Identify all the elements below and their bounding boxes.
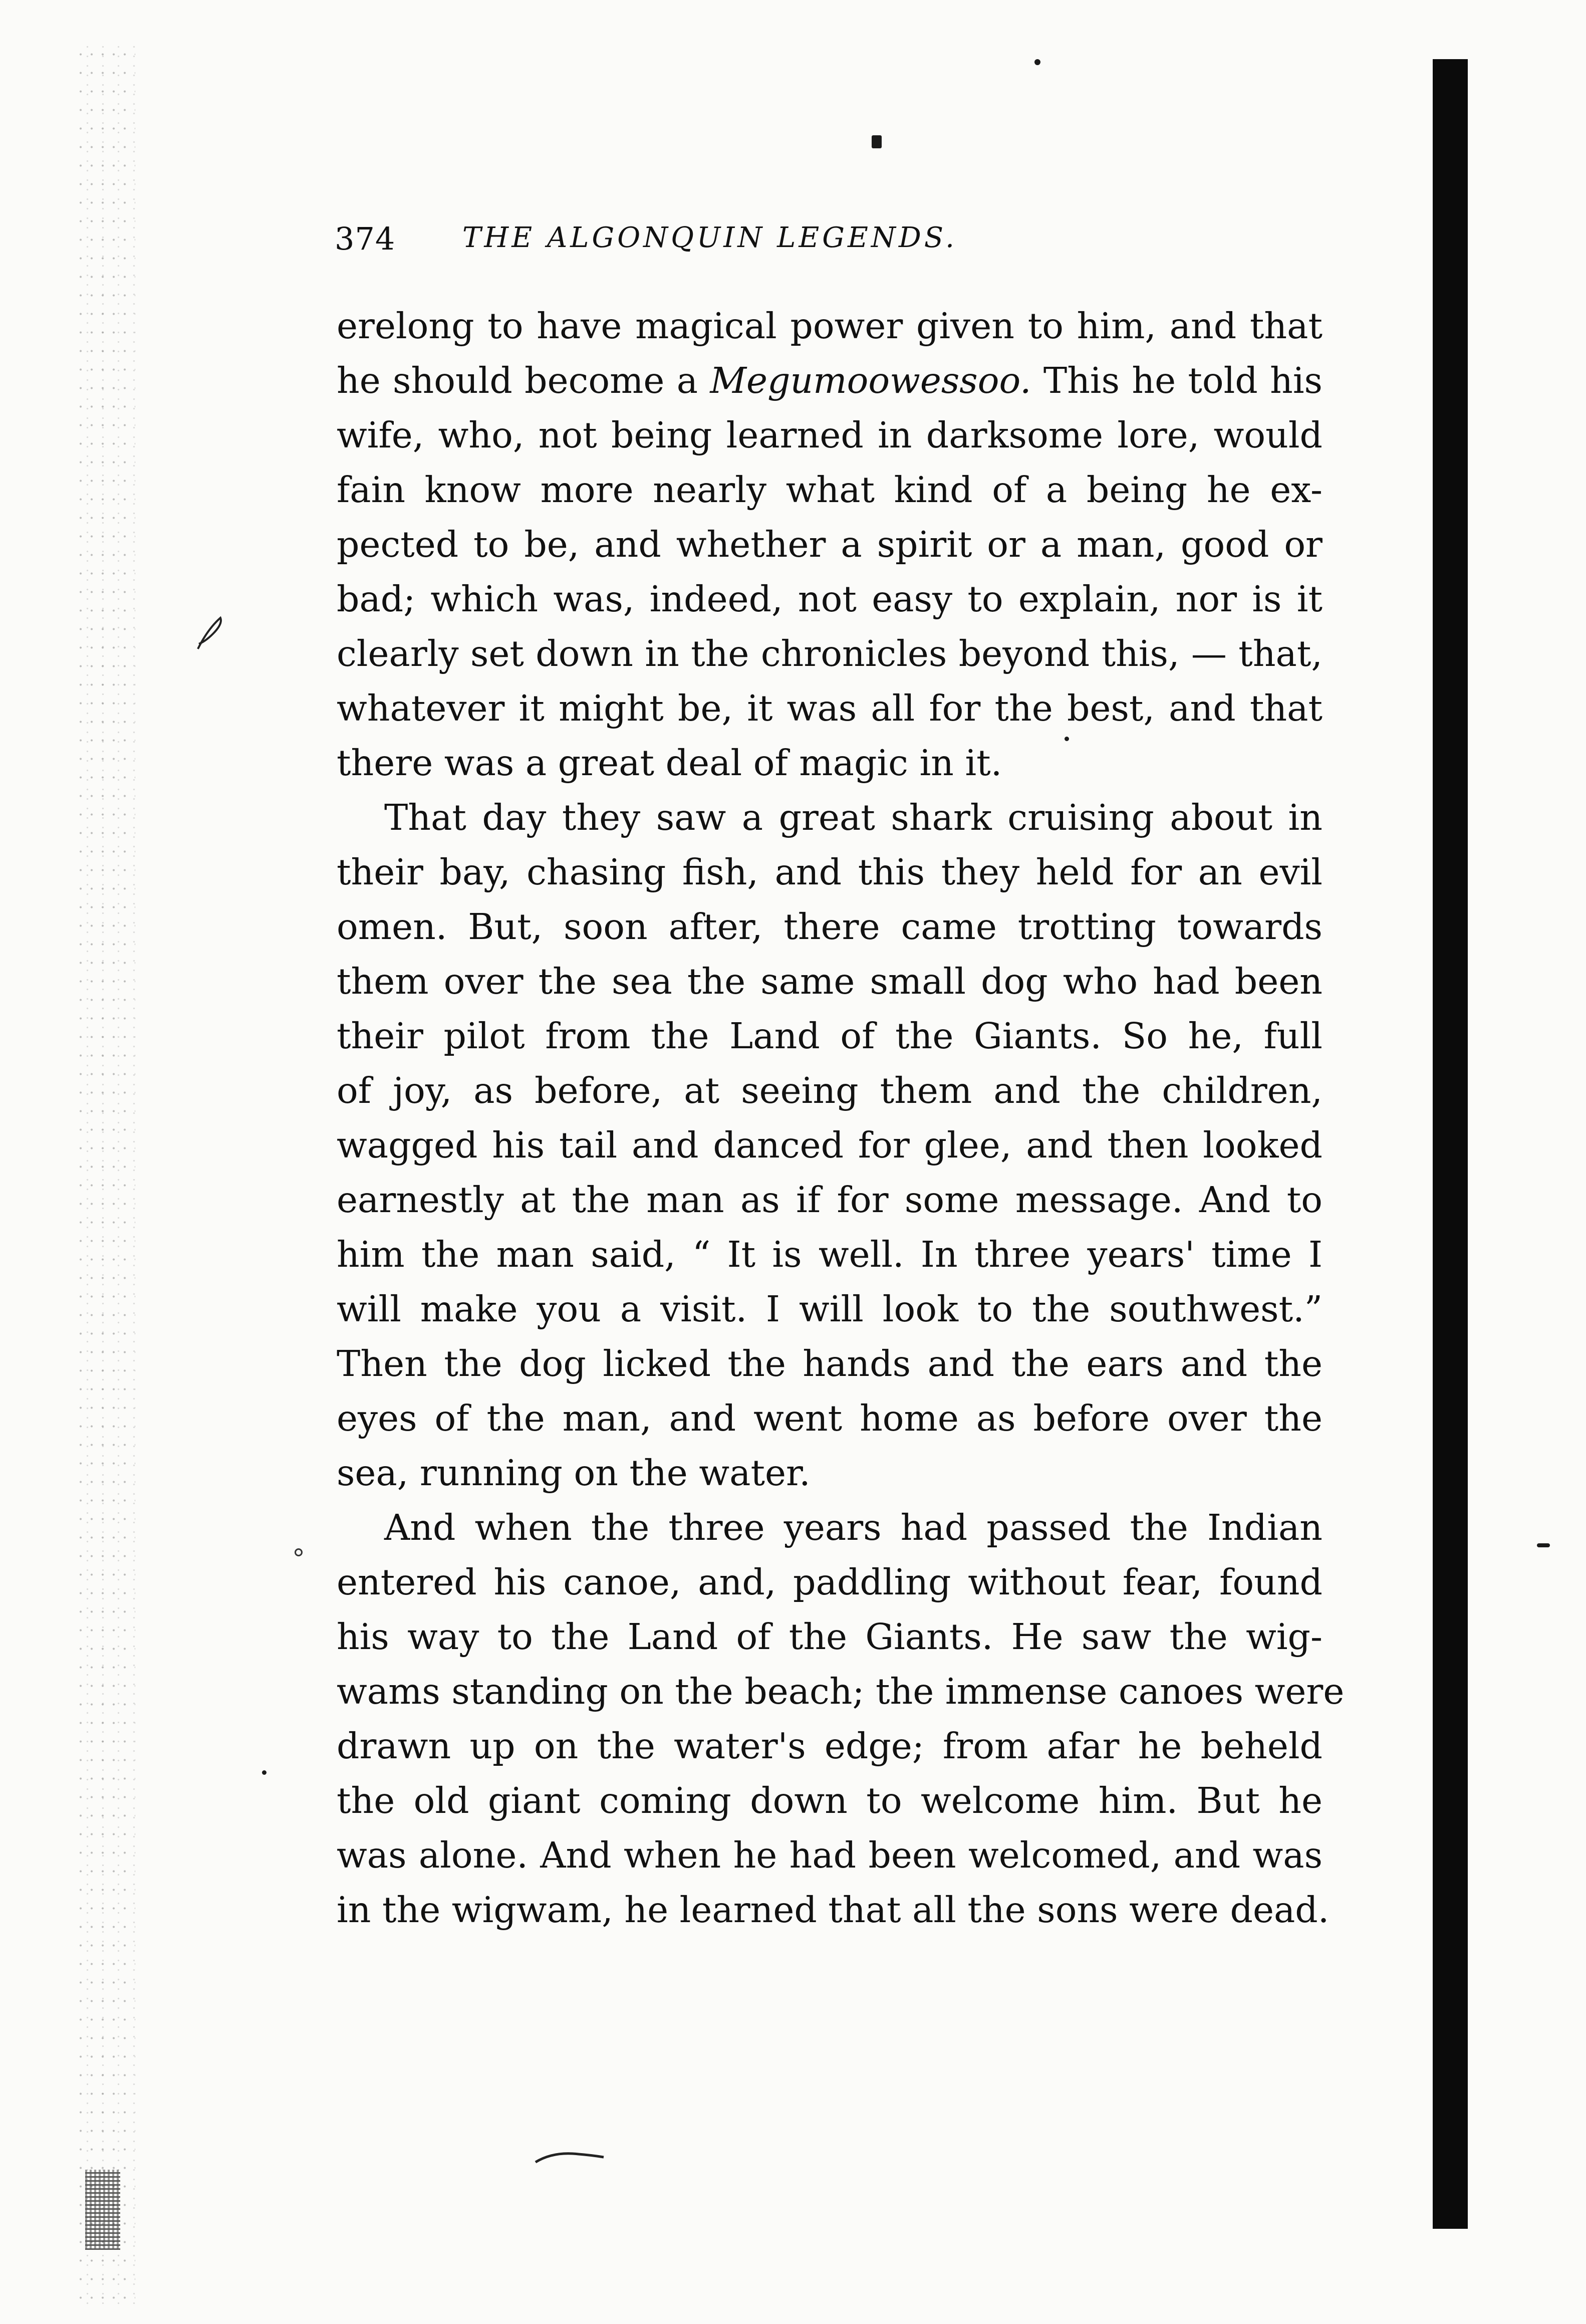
text-line-tail: This he told his <box>1031 360 1323 401</box>
text-line: entered his canoe, and, paddling without fear, found <box>337 1561 1323 1603</box>
bottom-pencil-stroke <box>534 2147 609 2167</box>
text-line: That day they saw a great shark cruising about in <box>384 797 1323 838</box>
text-line: his way to the Land of the Giants. He saw the wig- <box>337 1616 1323 1658</box>
paragraph-2 <box>337 790 1323 1500</box>
text-line: their bay, chasing fish, and this they held for an evil <box>337 851 1323 893</box>
left-gutter-speckle <box>75 45 135 2310</box>
text-line: earnestly at the man as if for some message. And to <box>337 1179 1323 1221</box>
margin-pencil-mark <box>193 614 228 654</box>
text-line: bad; which was, indeed, not easy to explain, nor is it <box>337 578 1323 620</box>
paragraph-1 <box>337 299 1323 790</box>
text-line-head: he should become a <box>337 360 710 401</box>
stray-ink-dot <box>1537 1543 1550 1547</box>
text-line: will make you a visit. I will look to the southwest.” <box>337 1288 1323 1330</box>
left-gutter-smudge <box>85 2170 120 2250</box>
text-line <box>337 353 1323 408</box>
text-line: wams standing on the beach; the immense canoes were <box>337 1671 1345 1712</box>
text-line: their pilot from the Land of the Giants. So he, full <box>337 1015 1323 1057</box>
text-line: And when the three years had passed the Indian <box>384 1507 1323 1548</box>
text-line: Then the dog licked the hands and the ears and the <box>337 1343 1323 1384</box>
text-line: wife, who, not being learned in darksome lore, would <box>337 414 1323 456</box>
stray-ink-dot <box>262 1770 267 1775</box>
stray-ink-dot <box>1034 59 1040 65</box>
text-line: there was a great deal of magic in it. <box>337 742 1002 784</box>
text-line: was alone. And when he had been welcomed, and was <box>337 1834 1323 1876</box>
text-line: whatever it might be, it was all for the best, and that <box>337 687 1323 729</box>
text-line: pected to be, and whether a spirit or a man, good or <box>337 524 1323 565</box>
text-line: erelong to have magical power given to him, and that <box>337 305 1323 347</box>
text-line: them over the sea the same small dog who had been <box>337 961 1323 1002</box>
text-line: him the man said, “ It is well. In three years' time I <box>337 1234 1323 1275</box>
page-number: 374 <box>335 220 396 257</box>
text-line: the old giant coming down to welcome him. But he <box>337 1780 1323 1821</box>
text-line: omen. But, soon after, there came trotting towards <box>337 906 1323 948</box>
text-line: sea, running on the water. <box>337 1452 811 1494</box>
italic-term: Megumoowessoo. <box>710 360 1031 401</box>
text-line: in the wigwam, he learned that all the sons were dead. <box>337 1889 1330 1931</box>
text-line: clearly set down in the chronicles beyond this, — that, <box>337 633 1323 674</box>
text-line: eyes of the man, and went home as before over the <box>337 1398 1323 1439</box>
stray-ink-mark <box>872 135 882 148</box>
text-line: drawn up on the water's edge; from afar he beheld <box>337 1725 1323 1767</box>
paragraph-3 <box>337 1500 1345 1937</box>
running-head <box>335 214 1306 265</box>
body-text <box>337 299 1345 1937</box>
binding-edge-strip <box>1433 59 1468 2229</box>
running-title: THE ALGONQUIN LEGENDS. <box>462 221 957 254</box>
text-line: of joy, as before, at seeing them and the children, <box>337 1070 1323 1111</box>
text-line: fain know more nearly what kind of a being he ex- <box>337 469 1323 511</box>
stray-ink-dot <box>295 1548 303 1556</box>
text-line: wagged his tail and danced for glee, and then looked <box>337 1124 1323 1166</box>
